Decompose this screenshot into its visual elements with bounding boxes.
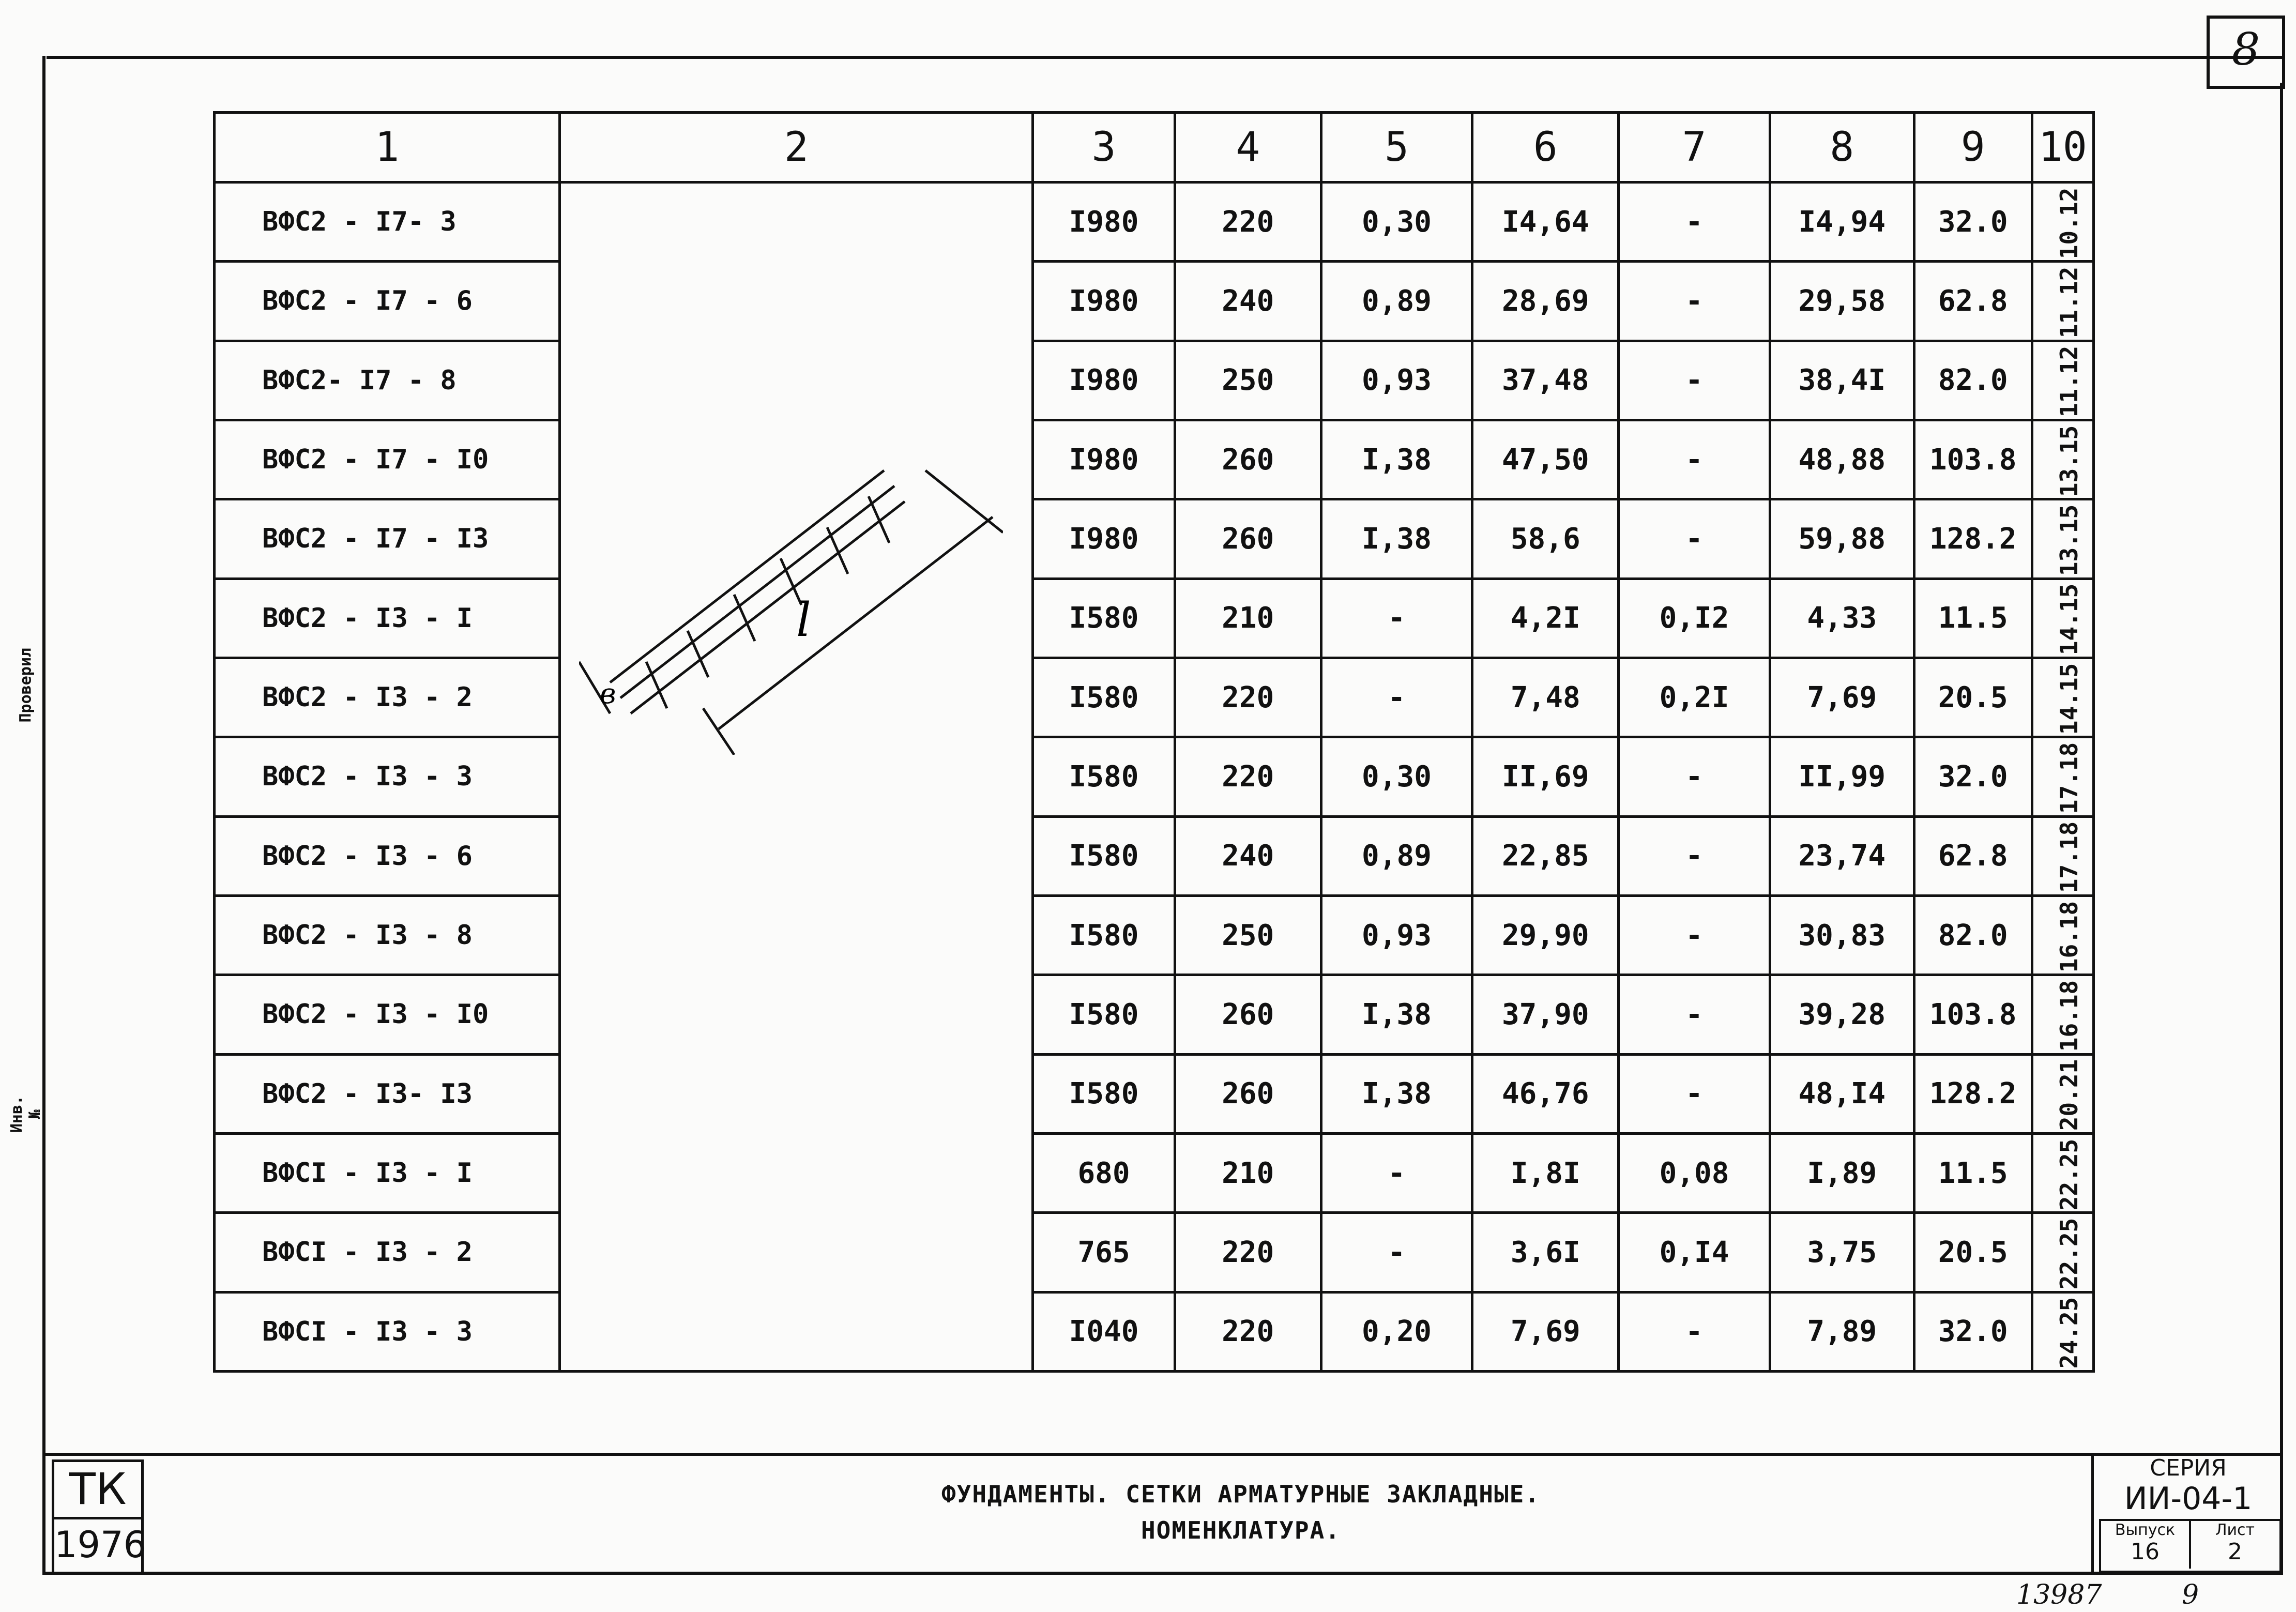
cell-c7: - <box>1619 183 1770 262</box>
cell-col10 <box>2032 183 2093 262</box>
cell-c3: I580 <box>1033 737 1175 816</box>
cell-c4: 220 <box>1175 658 1321 737</box>
cell-col10 <box>2032 1054 2093 1133</box>
cell-col10-text: 16.18 <box>2055 901 2084 972</box>
cell-c9: 11.5 <box>1914 1133 2032 1212</box>
cell-col10 <box>2032 341 2093 420</box>
cell-c3: I580 <box>1033 658 1175 737</box>
cell-c7: - <box>1619 737 1770 816</box>
cell-c8: 29,58 <box>1770 262 1914 341</box>
cell-mark: ВФС2 - I3 - I <box>215 579 560 658</box>
cell-c9: 32.0 <box>1914 1292 2032 1371</box>
cell-c5: I,38 <box>1321 499 1472 579</box>
table-row <box>215 579 2094 658</box>
cell-mark: ВФС2 - I3- I3 <box>215 1054 560 1133</box>
cell-c7: 0,08 <box>1619 1133 1770 1212</box>
col-header-4: 4 <box>1175 113 1321 183</box>
cell-col10-text: 20.21 <box>2055 1059 2084 1131</box>
cell-mark: ВФСI - I3 - 3 <box>215 1292 560 1371</box>
cell-c5: 0,89 <box>1321 262 1472 341</box>
cell-c7: - <box>1619 816 1770 895</box>
cell-c8: 48,88 <box>1770 420 1914 499</box>
cell-c4: 220 <box>1175 183 1321 262</box>
dimension-line-l <box>719 517 993 729</box>
cell-c9: 32.0 <box>1914 737 2032 816</box>
cell-col10 <box>2032 1213 2093 1292</box>
mesh-sketch <box>579 393 1003 755</box>
cell-col10-text: 10.12 <box>2055 187 2084 259</box>
cell-c4: 210 <box>1175 579 1321 658</box>
cell-mark: ВФСI - I3 - 2 <box>215 1213 560 1292</box>
cell-col10 <box>2032 895 2093 975</box>
cell-col10-text: 11.12 <box>2055 266 2084 339</box>
sketch-label-b: в <box>600 677 616 710</box>
cell-col10 <box>2032 737 2093 816</box>
cell-c5: - <box>1321 658 1472 737</box>
cell-mark: ВФС2- I7 - 8 <box>215 341 560 420</box>
title-line-2: НОМЕНКЛАТУРА. <box>1141 1516 1341 1544</box>
col-header-7: 7 <box>1619 113 1770 183</box>
cell-c8: 30,83 <box>1770 895 1914 975</box>
cell-c7: - <box>1619 1054 1770 1133</box>
cell-c7: 0,I2 <box>1619 579 1770 658</box>
cell-c6: 37,48 <box>1472 341 1619 420</box>
cell-c7: - <box>1619 341 1770 420</box>
cell-c3: I580 <box>1033 816 1175 895</box>
series-box <box>2091 1453 2283 1572</box>
cell-mark: ВФС2 - I3 - 6 <box>215 816 560 895</box>
cell-c5: 0,20 <box>1321 1292 1472 1371</box>
cell-c4: 220 <box>1175 1213 1321 1292</box>
cell-mark: ВФС2 - I3 - I0 <box>215 975 560 1054</box>
drawing-title <box>620 1476 1861 1548</box>
sketch-line-mid <box>620 486 894 698</box>
cell-c6: II,69 <box>1472 737 1619 816</box>
table-row <box>215 737 2094 816</box>
cell-c7: 0,2I <box>1619 658 1770 737</box>
sheet-label: Лист <box>2215 1521 2255 1539</box>
cell-c4: 210 <box>1175 1133 1321 1212</box>
cell-c9: 82.0 <box>1914 341 2032 420</box>
footer-inv-number: 13987 <box>2016 1579 2102 1610</box>
cell-c5: - <box>1321 1133 1472 1212</box>
cell-c3: I980 <box>1033 183 1175 262</box>
table-row <box>215 1133 2094 1212</box>
cell-c9: 103.8 <box>1914 975 2032 1054</box>
cell-c7: - <box>1619 895 1770 975</box>
cell-mark: ВФС2 - I3 - 2 <box>215 658 560 737</box>
cell-c3: I580 <box>1033 975 1175 1054</box>
issue-value: 16 <box>2131 1539 2160 1565</box>
col-header-6: 6 <box>1472 113 1619 183</box>
cell-c3: I980 <box>1033 341 1175 420</box>
cell-c3: 680 <box>1033 1133 1175 1212</box>
col-header-3: 3 <box>1033 113 1175 183</box>
cell-col10 <box>2032 420 2093 499</box>
col-header-1: 1 <box>215 113 560 183</box>
cell-c6: 4,2I <box>1472 579 1619 658</box>
table-row <box>215 420 2094 499</box>
cell-c8: 3,75 <box>1770 1213 1914 1292</box>
series-label: СЕРИЯ <box>2150 1455 2227 1481</box>
cell-c4: 260 <box>1175 1054 1321 1133</box>
cell-c5: I,38 <box>1321 975 1472 1054</box>
cell-c4: 220 <box>1175 737 1321 816</box>
data-table <box>213 111 2095 1373</box>
cell-c9: 62.8 <box>1914 816 2032 895</box>
cell-c6: 28,69 <box>1472 262 1619 341</box>
cell-c3: I980 <box>1033 262 1175 341</box>
cell-c6: 3,6I <box>1472 1213 1619 1292</box>
cell-c8: 48,I4 <box>1770 1054 1914 1133</box>
cell-c8: II,99 <box>1770 737 1914 816</box>
cell-c5: - <box>1321 1213 1472 1292</box>
cell-c3: I580 <box>1033 895 1175 975</box>
cell-c7: - <box>1619 499 1770 579</box>
cell-col10-text: 17.18 <box>2055 742 2084 814</box>
cell-c6: I,8I <box>1472 1133 1619 1212</box>
cell-c8: I,89 <box>1770 1133 1914 1212</box>
cell-c9: 82.0 <box>1914 895 2032 975</box>
cell-c5: I,38 <box>1321 1054 1472 1133</box>
cell-c7: - <box>1619 262 1770 341</box>
cell-c3: I580 <box>1033 1054 1175 1133</box>
checked-note: Проверил <box>17 648 35 723</box>
cell-c4: 220 <box>1175 1292 1321 1371</box>
cell-mark: ВФС2 - I7 - 6 <box>215 262 560 341</box>
cell-c8: 7,69 <box>1770 658 1914 737</box>
col-header-10: 10 <box>2032 113 2093 183</box>
cell-col10 <box>2032 658 2093 737</box>
col-header-8: 8 <box>1770 113 1914 183</box>
cell-c3: I040 <box>1033 1292 1175 1371</box>
cell-c9: 32.0 <box>1914 183 2032 262</box>
cell-col10-text: 24.25 <box>2055 1297 2084 1369</box>
cell-c8: 4,33 <box>1770 579 1914 658</box>
cell-c4: 240 <box>1175 816 1321 895</box>
cell-mark: ВФС2 - I3 - 8 <box>215 895 560 975</box>
cell-col10-text: 13.15 <box>2055 425 2084 497</box>
cell-col10-text: 11.12 <box>2055 346 2084 418</box>
page-number: 8 <box>2231 24 2260 75</box>
cell-c3: I980 <box>1033 499 1175 579</box>
cell-c4: 260 <box>1175 975 1321 1054</box>
cell-c4: 240 <box>1175 262 1321 341</box>
cell-col10 <box>2032 262 2093 341</box>
cell-c6: 29,90 <box>1472 895 1619 975</box>
cell-col10-text: 17.18 <box>2055 822 2084 893</box>
cell-c5: 0,93 <box>1321 341 1472 420</box>
cell-mark: ВФС2 - I3 - 3 <box>215 737 560 816</box>
table-row <box>215 816 2094 895</box>
frame-top-border <box>47 56 2285 59</box>
cell-c8: 39,28 <box>1770 975 1914 1054</box>
cell-c6: 37,90 <box>1472 975 1619 1054</box>
cell-col10 <box>2032 816 2093 895</box>
sketch-cell <box>560 183 1033 1372</box>
cell-c6: 7,48 <box>1472 658 1619 737</box>
table-row <box>215 1213 2094 1292</box>
cell-col10 <box>2032 975 2093 1054</box>
cell-col10 <box>2032 499 2093 579</box>
table-row <box>215 1292 2094 1371</box>
cell-c3: I980 <box>1033 420 1175 499</box>
cell-c3: 765 <box>1033 1213 1175 1292</box>
cell-mark: ВФС2 - I7- 3 <box>215 183 560 262</box>
table-row <box>215 895 2094 975</box>
cell-c5: 0,30 <box>1321 183 1472 262</box>
sheet-cell <box>2191 1521 2279 1569</box>
cell-c4: 260 <box>1175 420 1321 499</box>
cell-c6: 7,69 <box>1472 1292 1619 1371</box>
cell-c4: 250 <box>1175 895 1321 975</box>
cell-c5: 0,89 <box>1321 816 1472 895</box>
issue-label: Выпуск <box>2115 1521 2176 1539</box>
cell-col10 <box>2032 1292 2093 1371</box>
sketch-line-bottom <box>631 501 905 713</box>
table-row <box>215 1054 2094 1133</box>
cell-c3: I580 <box>1033 579 1175 658</box>
nomenclature-table <box>213 111 2095 1373</box>
cell-col10-text: 22.25 <box>2055 1138 2084 1210</box>
cell-c5: - <box>1321 579 1472 658</box>
cell-c8: I4,94 <box>1770 183 1914 262</box>
cell-c8: 7,89 <box>1770 1292 1914 1371</box>
sketch-line-top <box>610 470 884 682</box>
cell-col10-text: 22.25 <box>2055 1218 2084 1290</box>
sheet-value: 2 <box>2228 1539 2242 1565</box>
cell-c9: 20.5 <box>1914 1213 2032 1292</box>
cell-c5: I,38 <box>1321 420 1472 499</box>
cell-c6: 46,76 <box>1472 1054 1619 1133</box>
cell-c6: 47,50 <box>1472 420 1619 499</box>
table-header-row <box>215 113 2094 183</box>
cell-c9: 20.5 <box>1914 658 2032 737</box>
cell-c9: 62.8 <box>1914 262 2032 341</box>
col-header-2: 2 <box>560 113 1033 183</box>
cell-c6: 58,6 <box>1472 499 1619 579</box>
table-row <box>215 975 2094 1054</box>
table-row <box>215 262 2094 341</box>
cell-c6: I4,64 <box>1472 183 1619 262</box>
cell-c6: 22,85 <box>1472 816 1619 895</box>
year: 1976 <box>54 1524 147 1566</box>
col-header-5: 5 <box>1321 113 1472 183</box>
col-header-9: 9 <box>1914 113 2032 183</box>
cell-c9: 103.8 <box>1914 420 2032 499</box>
table-row <box>215 658 2094 737</box>
table-row <box>215 341 2094 420</box>
cell-c8: 59,88 <box>1770 499 1914 579</box>
cell-col10 <box>2032 1133 2093 1212</box>
cell-col10-text: 14.15 <box>2055 584 2084 656</box>
cell-c9: 128.2 <box>1914 499 2032 579</box>
table-row <box>215 183 2094 262</box>
footer-page: 9 <box>2182 1579 2199 1610</box>
cell-col10-text: 14.15 <box>2055 663 2084 735</box>
table-row <box>215 499 2094 579</box>
series-value: ИИ-04-1 <box>2124 1481 2253 1517</box>
cell-c7: - <box>1619 420 1770 499</box>
cell-c9: 11.5 <box>1914 579 2032 658</box>
cell-c8: 38,4I <box>1770 341 1914 420</box>
cell-c4: 250 <box>1175 341 1321 420</box>
cell-c8: 23,74 <box>1770 816 1914 895</box>
cell-mark: ВФС2 - I7 - I0 <box>215 420 560 499</box>
cell-c9: 128.2 <box>1914 1054 2032 1133</box>
inventory-note: Инв. № <box>8 1095 44 1133</box>
issue-sheet-grid <box>2099 1519 2282 1573</box>
frame-right-border <box>2280 83 2283 1572</box>
cell-mark: ВФСI - I3 - I <box>215 1133 560 1212</box>
cell-c5: 0,93 <box>1321 895 1472 975</box>
left-margin-notes <box>5 424 47 1230</box>
cell-c7: 0,I4 <box>1619 1213 1770 1292</box>
cell-mark: ВФС2 - I7 - I3 <box>215 499 560 579</box>
cell-col10-text: 13.15 <box>2055 504 2084 576</box>
page-number-box <box>2207 16 2285 89</box>
cell-c5: 0,30 <box>1321 737 1472 816</box>
organization-box <box>52 1459 147 1574</box>
cell-c7: - <box>1619 975 1770 1054</box>
issue-cell <box>2101 1521 2191 1569</box>
title-line-1: ФУНДАМЕНТЫ. СЕТКИ АРМАТУРНЫЕ ЗАКЛАДНЫЕ. <box>941 1480 1541 1508</box>
cell-c7: - <box>1619 1292 1770 1371</box>
sketch-label-l: l <box>796 593 811 647</box>
cell-col10-text: 16.18 <box>2055 980 2084 1052</box>
org-code: ТК <box>54 1462 141 1519</box>
cell-c4: 260 <box>1175 499 1321 579</box>
cell-col10 <box>2032 579 2093 658</box>
